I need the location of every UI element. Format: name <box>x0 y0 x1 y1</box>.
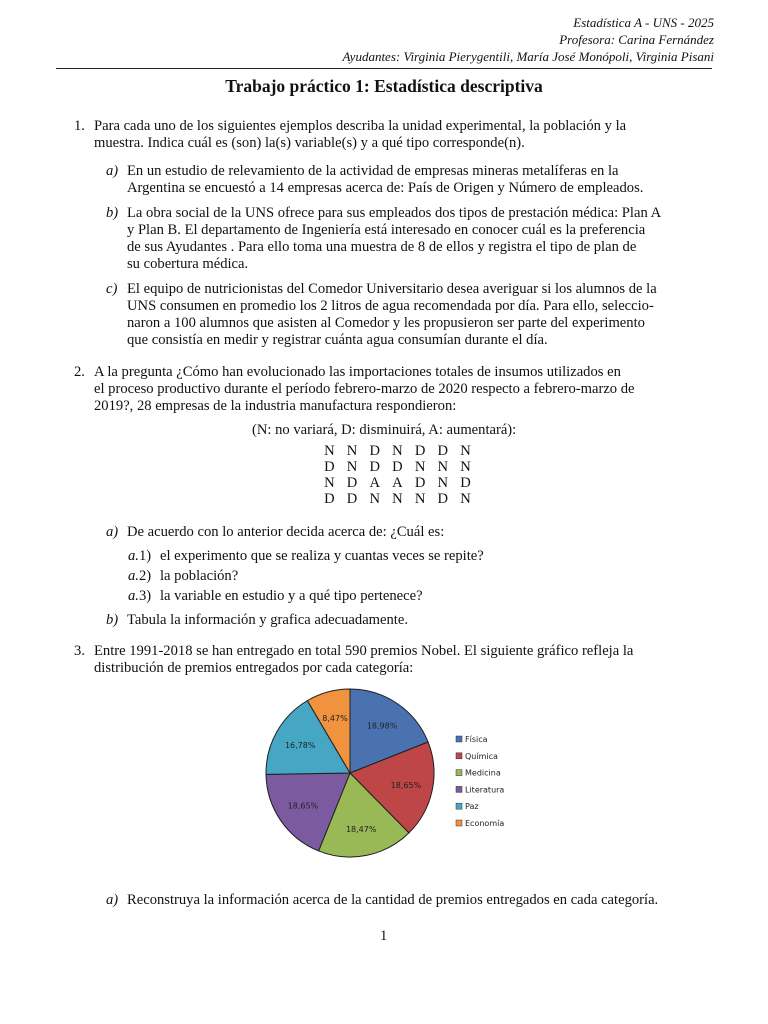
q2-line-1: A la pregunta ¿Cómo han evolucionado las importaciones totales de insumos utilizados en <box>94 364 621 380</box>
legend-swatch <box>456 820 462 826</box>
pie-label-paz: 16,78% <box>284 741 316 750</box>
q2-line-3: 2019?, 28 empresas de la industria manufactura respondieron: <box>94 398 457 414</box>
q2a3-label <box>128 588 151 605</box>
q1a-label: a) <box>106 163 119 179</box>
table-cell: D <box>369 443 380 459</box>
page-title: Trabajo práctico 1: Estadística descriptiva <box>225 76 543 96</box>
table-cell: N <box>369 491 380 507</box>
table-cell: N <box>414 491 426 507</box>
q2a1-text: el experimento que se realiza y cuantas veces se repite? <box>160 548 484 564</box>
q1b-line-4: su cobertura médica. <box>127 256 249 272</box>
q2a1-label-letter: a. <box>128 548 139 564</box>
q2a3-text: la variable en estudio y a qué tipo pertenece? <box>160 588 423 604</box>
q1c-line-4: que consistía en medir y registrar cuánta agua consumían durante el día. <box>127 332 548 348</box>
q2a-text: De acuerdo con lo anterior decida acerca de: ¿Cuál es: <box>127 524 445 540</box>
legend-swatch <box>456 753 462 759</box>
pie-label-química: 18,65% <box>390 780 422 790</box>
table-row <box>318 443 477 459</box>
table-cell: N <box>460 491 471 507</box>
table-cell: D <box>414 443 426 459</box>
table-cell: D <box>414 475 426 491</box>
q2a-label: a) <box>106 524 119 540</box>
q3-line-1: Entre 1991-2018 se han entregado en total 590 premios Nobel. El siguiente gráfico refleja la <box>94 643 634 659</box>
q1c-line-1: El equipo de nutricionistas del Comedor Universitario desea averiguar si los alumnos de la <box>127 281 657 297</box>
pie-label-medicina: 18,47% <box>345 825 377 834</box>
q3a-label: a) <box>106 892 119 908</box>
legend-label: Medicina <box>465 768 501 778</box>
legend-label: Literatura <box>465 785 505 795</box>
table-cell: N <box>324 443 335 459</box>
q1-line-1: Para cada uno de los siguientes ejemplos describa la unidad experimental, la población y la <box>94 118 627 134</box>
q1b-line-1: La obra social de la UNS ofrece para sus empleados dos tipos de prestación médica: Plan A <box>127 205 662 221</box>
table-cell: N <box>392 443 403 459</box>
legend-swatch <box>456 770 462 776</box>
table-cell: D <box>392 459 403 475</box>
header-rule <box>56 68 712 69</box>
q3-line-2: distribución de premios entregados por cada categoría: <box>94 660 414 676</box>
legend-label: Paz <box>465 802 479 812</box>
q2-legend: (N: no variará, D: disminuirá, A: aumentará): <box>252 422 517 438</box>
q2a3-label-letter: a. <box>128 588 139 604</box>
nobel-pie-chart <box>250 686 530 860</box>
pie-label-literatura: 18,65% <box>287 801 319 811</box>
legend-swatch <box>456 786 462 792</box>
q2a1-label <box>128 548 151 565</box>
table-cell: N <box>346 459 358 475</box>
q1b-label: b) <box>106 205 119 221</box>
q1-number: 1. <box>74 118 85 134</box>
table-cell: N <box>460 443 471 459</box>
q3a-text: Reconstruya la información acerca de la cantidad de premios entregados en cada categoría. <box>127 892 659 908</box>
table-cell: N <box>437 459 449 475</box>
table-row <box>318 491 477 507</box>
q2-number: 2. <box>74 364 85 380</box>
legend-swatch <box>456 803 462 809</box>
table-cell: D <box>324 459 335 475</box>
table-cell: D <box>369 459 380 475</box>
q1a-line-1: En un estudio de relevamiento de la actividad de empresas mineras metalíferas en la <box>127 163 619 179</box>
q2b-label: b) <box>106 612 119 628</box>
table-cell: D <box>346 475 358 491</box>
q1c-line-3: naron a 100 alumnos que asisten al Comedor y les propusieron ser parte del experimento <box>127 315 645 331</box>
q1c-line-2: UNS consumen en promedio los 2 litros de agua recomendada por día. Para ello, seleccio- <box>127 298 654 314</box>
table-cell: A <box>369 475 380 491</box>
table-row <box>318 475 477 491</box>
q1a-line-2: Argentina se encuestó a 14 empresas acerca de: País de Origen y Número de empleados. <box>127 180 644 196</box>
pie-label-economía: 8,47% <box>322 713 348 723</box>
header-assistants: Ayudantes: Virginia Pierygentili, María José Monópoli, Virginia Pisani <box>342 49 714 64</box>
table-cell: N <box>392 491 403 507</box>
table-cell: D <box>346 491 358 507</box>
header-professor: Profesora: Carina Fernández <box>559 32 714 47</box>
legend-label: Química <box>465 751 498 761</box>
q1c-label: c) <box>106 281 118 297</box>
q2b-text: Tabula la información y grafica adecuadamente. <box>127 612 408 628</box>
table-cell: D <box>437 443 449 459</box>
table-cell: D <box>324 491 335 507</box>
q2a3-label-number: 3) <box>138 588 152 604</box>
q2-line-2: el proceso productivo durante el período febrero-marzo de 2020 respecto a febrero-marzo de <box>94 381 635 397</box>
table-cell: N <box>346 443 358 459</box>
pie-legend <box>456 735 504 828</box>
table-cell: N <box>460 459 471 475</box>
q2a2-text: la población? <box>160 568 239 584</box>
pie-label-física: 18,98% <box>366 721 398 731</box>
table-cell: D <box>437 491 449 507</box>
q3-number: 3. <box>74 643 85 659</box>
table-cell: N <box>414 459 426 475</box>
header-course: Estadística A - UNS - 2025 <box>573 15 714 30</box>
table-cell: N <box>324 475 335 491</box>
responses-table <box>318 443 477 507</box>
legend-swatch <box>456 736 462 742</box>
table-cell: A <box>392 475 403 491</box>
legend-label: Economía <box>465 819 505 828</box>
legend-label: Física <box>465 735 488 744</box>
q1b-line-2: y Plan B. El departamento de Ingeniería está interesado en conocer cuál es la preferencia <box>127 222 646 238</box>
q1-line-2: muestra. Indica cuál es (son) la(s) variable(s) y a qué tipo corresponde(n). <box>94 135 525 151</box>
q1b-line-3: de sus Ayudantes . Para ello toma una muestra de 8 de ellos y registra el tipo de plan de <box>127 239 637 255</box>
q2a1-label-number: 1) <box>138 548 152 564</box>
page-number: 1 <box>380 928 388 944</box>
table-row <box>318 459 477 475</box>
q2a2-label-letter: a. <box>128 568 139 584</box>
table-cell: N <box>437 475 449 491</box>
q2a2-label <box>128 568 151 585</box>
q2a2-label-number: 2) <box>138 568 152 584</box>
table-cell: D <box>460 475 471 491</box>
